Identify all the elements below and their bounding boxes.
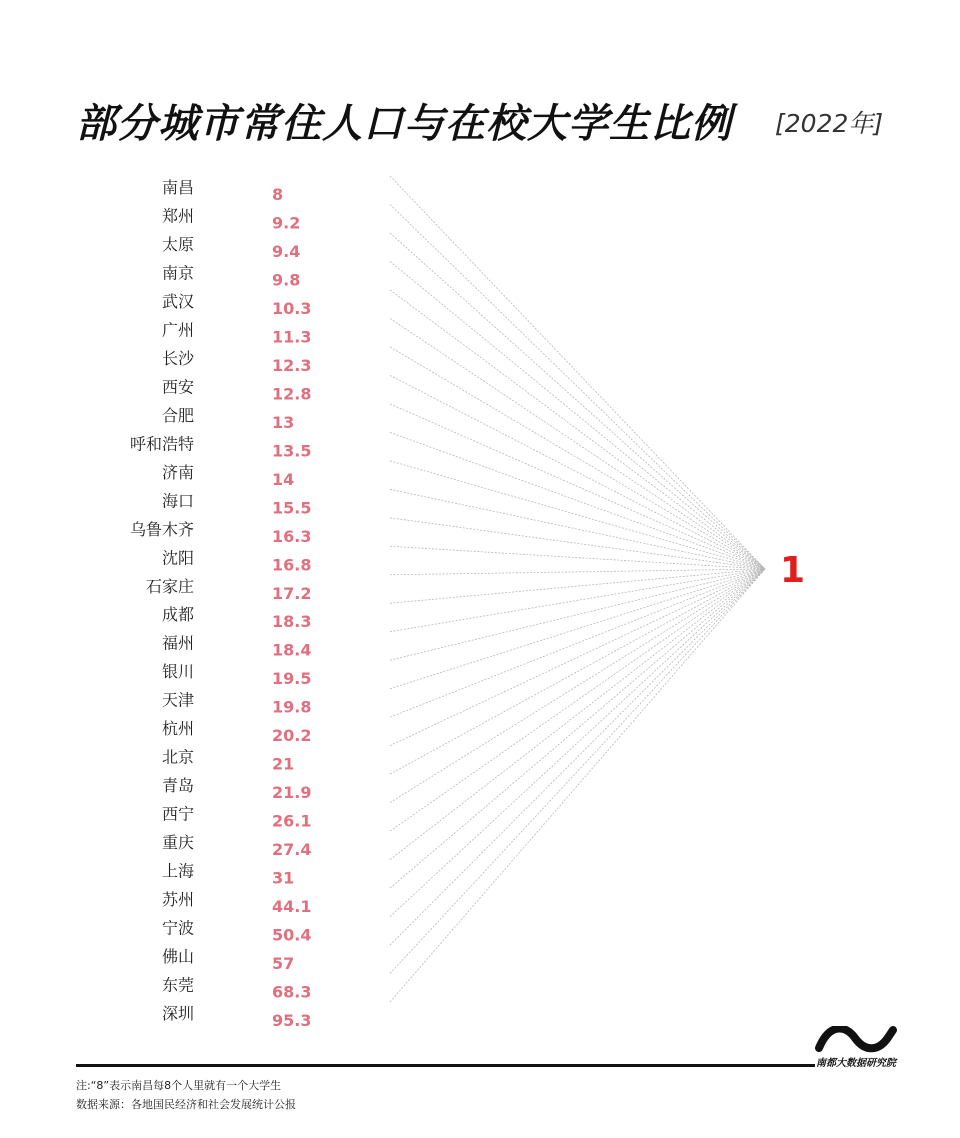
value-label: 50.4 [272, 925, 312, 945]
city-label: 上海 [161, 861, 194, 881]
connector-line [390, 204, 765, 569]
value-label: 21 [272, 754, 295, 774]
connector-line [390, 233, 765, 569]
connector-line [390, 569, 765, 774]
connector-line [390, 461, 765, 569]
value-label: 20.2 [272, 726, 312, 746]
wave-logo-icon [815, 1026, 897, 1054]
value-label: 10.3 [272, 298, 312, 318]
city-label: 南昌 [161, 178, 194, 197]
city-label: 西安 [161, 377, 194, 397]
connector-line [390, 569, 765, 974]
connector-line [390, 569, 765, 660]
chart-subtitle: [2022年] [775, 109, 884, 138]
value-label: 11.3 [272, 327, 312, 347]
value-label: 17.2 [272, 583, 312, 603]
value-label: 16.8 [272, 555, 312, 575]
city-label: 郑州 [161, 206, 194, 226]
target-ratio-label: 1 [780, 550, 806, 591]
connector-line [390, 375, 765, 569]
city-label: 太原 [161, 234, 194, 254]
connector-line [390, 569, 765, 803]
city-label: 深圳 [161, 1004, 194, 1023]
logo-text: 南都大数据研究院 [815, 1054, 897, 1069]
city-labels [130, 178, 195, 1023]
value-label: 9.4 [272, 241, 301, 261]
connector-line [390, 569, 765, 888]
value-label: 12.3 [272, 355, 312, 375]
value-label: 12.8 [272, 384, 312, 404]
connector-line [390, 176, 765, 569]
value-label: 9.8 [272, 270, 301, 290]
data-source: 数据来源：各地国民经济和社会发展统计公报 [76, 1098, 296, 1111]
city-label: 佛山 [161, 947, 194, 967]
chart-title: 部分城市常住人口与在校大学生比例 [76, 101, 732, 147]
connector-line [390, 489, 765, 569]
connector-line [390, 569, 765, 717]
connector-line [390, 569, 765, 746]
value-label: 31 [272, 868, 295, 888]
value-label: 26.1 [272, 811, 312, 831]
value-label: 13.5 [272, 441, 312, 461]
connector-lines [390, 176, 765, 1002]
city-label: 西宁 [161, 804, 194, 824]
value-label: 9.2 [272, 213, 301, 233]
connector-line [390, 432, 765, 569]
value-label: 15.5 [272, 498, 312, 518]
city-label: 青岛 [161, 776, 194, 796]
city-label: 银川 [161, 662, 194, 682]
connector-line [390, 318, 765, 569]
city-label: 石家庄 [145, 576, 194, 596]
value-labels [272, 185, 311, 1030]
value-label: 14 [272, 469, 295, 489]
value-label: 19.8 [272, 697, 312, 717]
connector-line [390, 347, 765, 569]
value-label: 19.5 [272, 669, 312, 689]
connector-line [390, 261, 765, 569]
city-label: 东莞 [161, 975, 194, 995]
city-label: 福州 [161, 633, 194, 653]
city-label: 沈阳 [161, 548, 194, 568]
footer-divider [76, 1064, 890, 1067]
connector-line [390, 569, 765, 632]
city-label: 南京 [161, 263, 194, 283]
value-label: 57 [272, 954, 295, 974]
connector-line [390, 290, 765, 569]
value-label: 21.9 [272, 783, 312, 803]
value-label: 18.4 [272, 640, 312, 660]
city-label: 重庆 [161, 833, 194, 853]
connector-line [390, 569, 765, 689]
city-label: 合肥 [161, 405, 194, 425]
city-label: 武汉 [161, 291, 194, 311]
connector-line [390, 569, 765, 860]
city-label: 长沙 [161, 348, 194, 368]
city-label: 广州 [161, 320, 194, 340]
city-label: 宁波 [161, 918, 194, 938]
city-label: 天津 [161, 690, 194, 710]
city-label: 北京 [161, 747, 194, 767]
connector-line [390, 569, 765, 945]
city-label: 呼和浩特 [129, 434, 194, 454]
city-label: 乌鲁木齐 [129, 519, 194, 539]
city-label: 成都 [161, 605, 194, 625]
value-label: 68.3 [272, 982, 312, 1002]
connector-line [390, 569, 765, 1002]
city-label: 苏州 [161, 890, 194, 910]
value-label: 8 [272, 185, 284, 204]
connector-line [390, 404, 765, 569]
value-label: 95.3 [272, 1011, 312, 1030]
value-label: 27.4 [272, 840, 312, 860]
value-label: 44.1 [272, 897, 312, 917]
value-label: 16.3 [272, 526, 312, 546]
footnote: 注:“8”表示南昌每8个人里就有一个大学生 [76, 1079, 282, 1092]
connector-line [390, 569, 765, 831]
city-label: 海口 [161, 491, 194, 511]
connector-line [390, 518, 765, 569]
value-label: 13 [272, 412, 295, 432]
city-label: 济南 [161, 462, 194, 482]
connector-line [390, 546, 765, 569]
connector-line [390, 569, 765, 917]
city-label: 杭州 [161, 719, 194, 739]
value-label: 18.3 [272, 612, 312, 632]
